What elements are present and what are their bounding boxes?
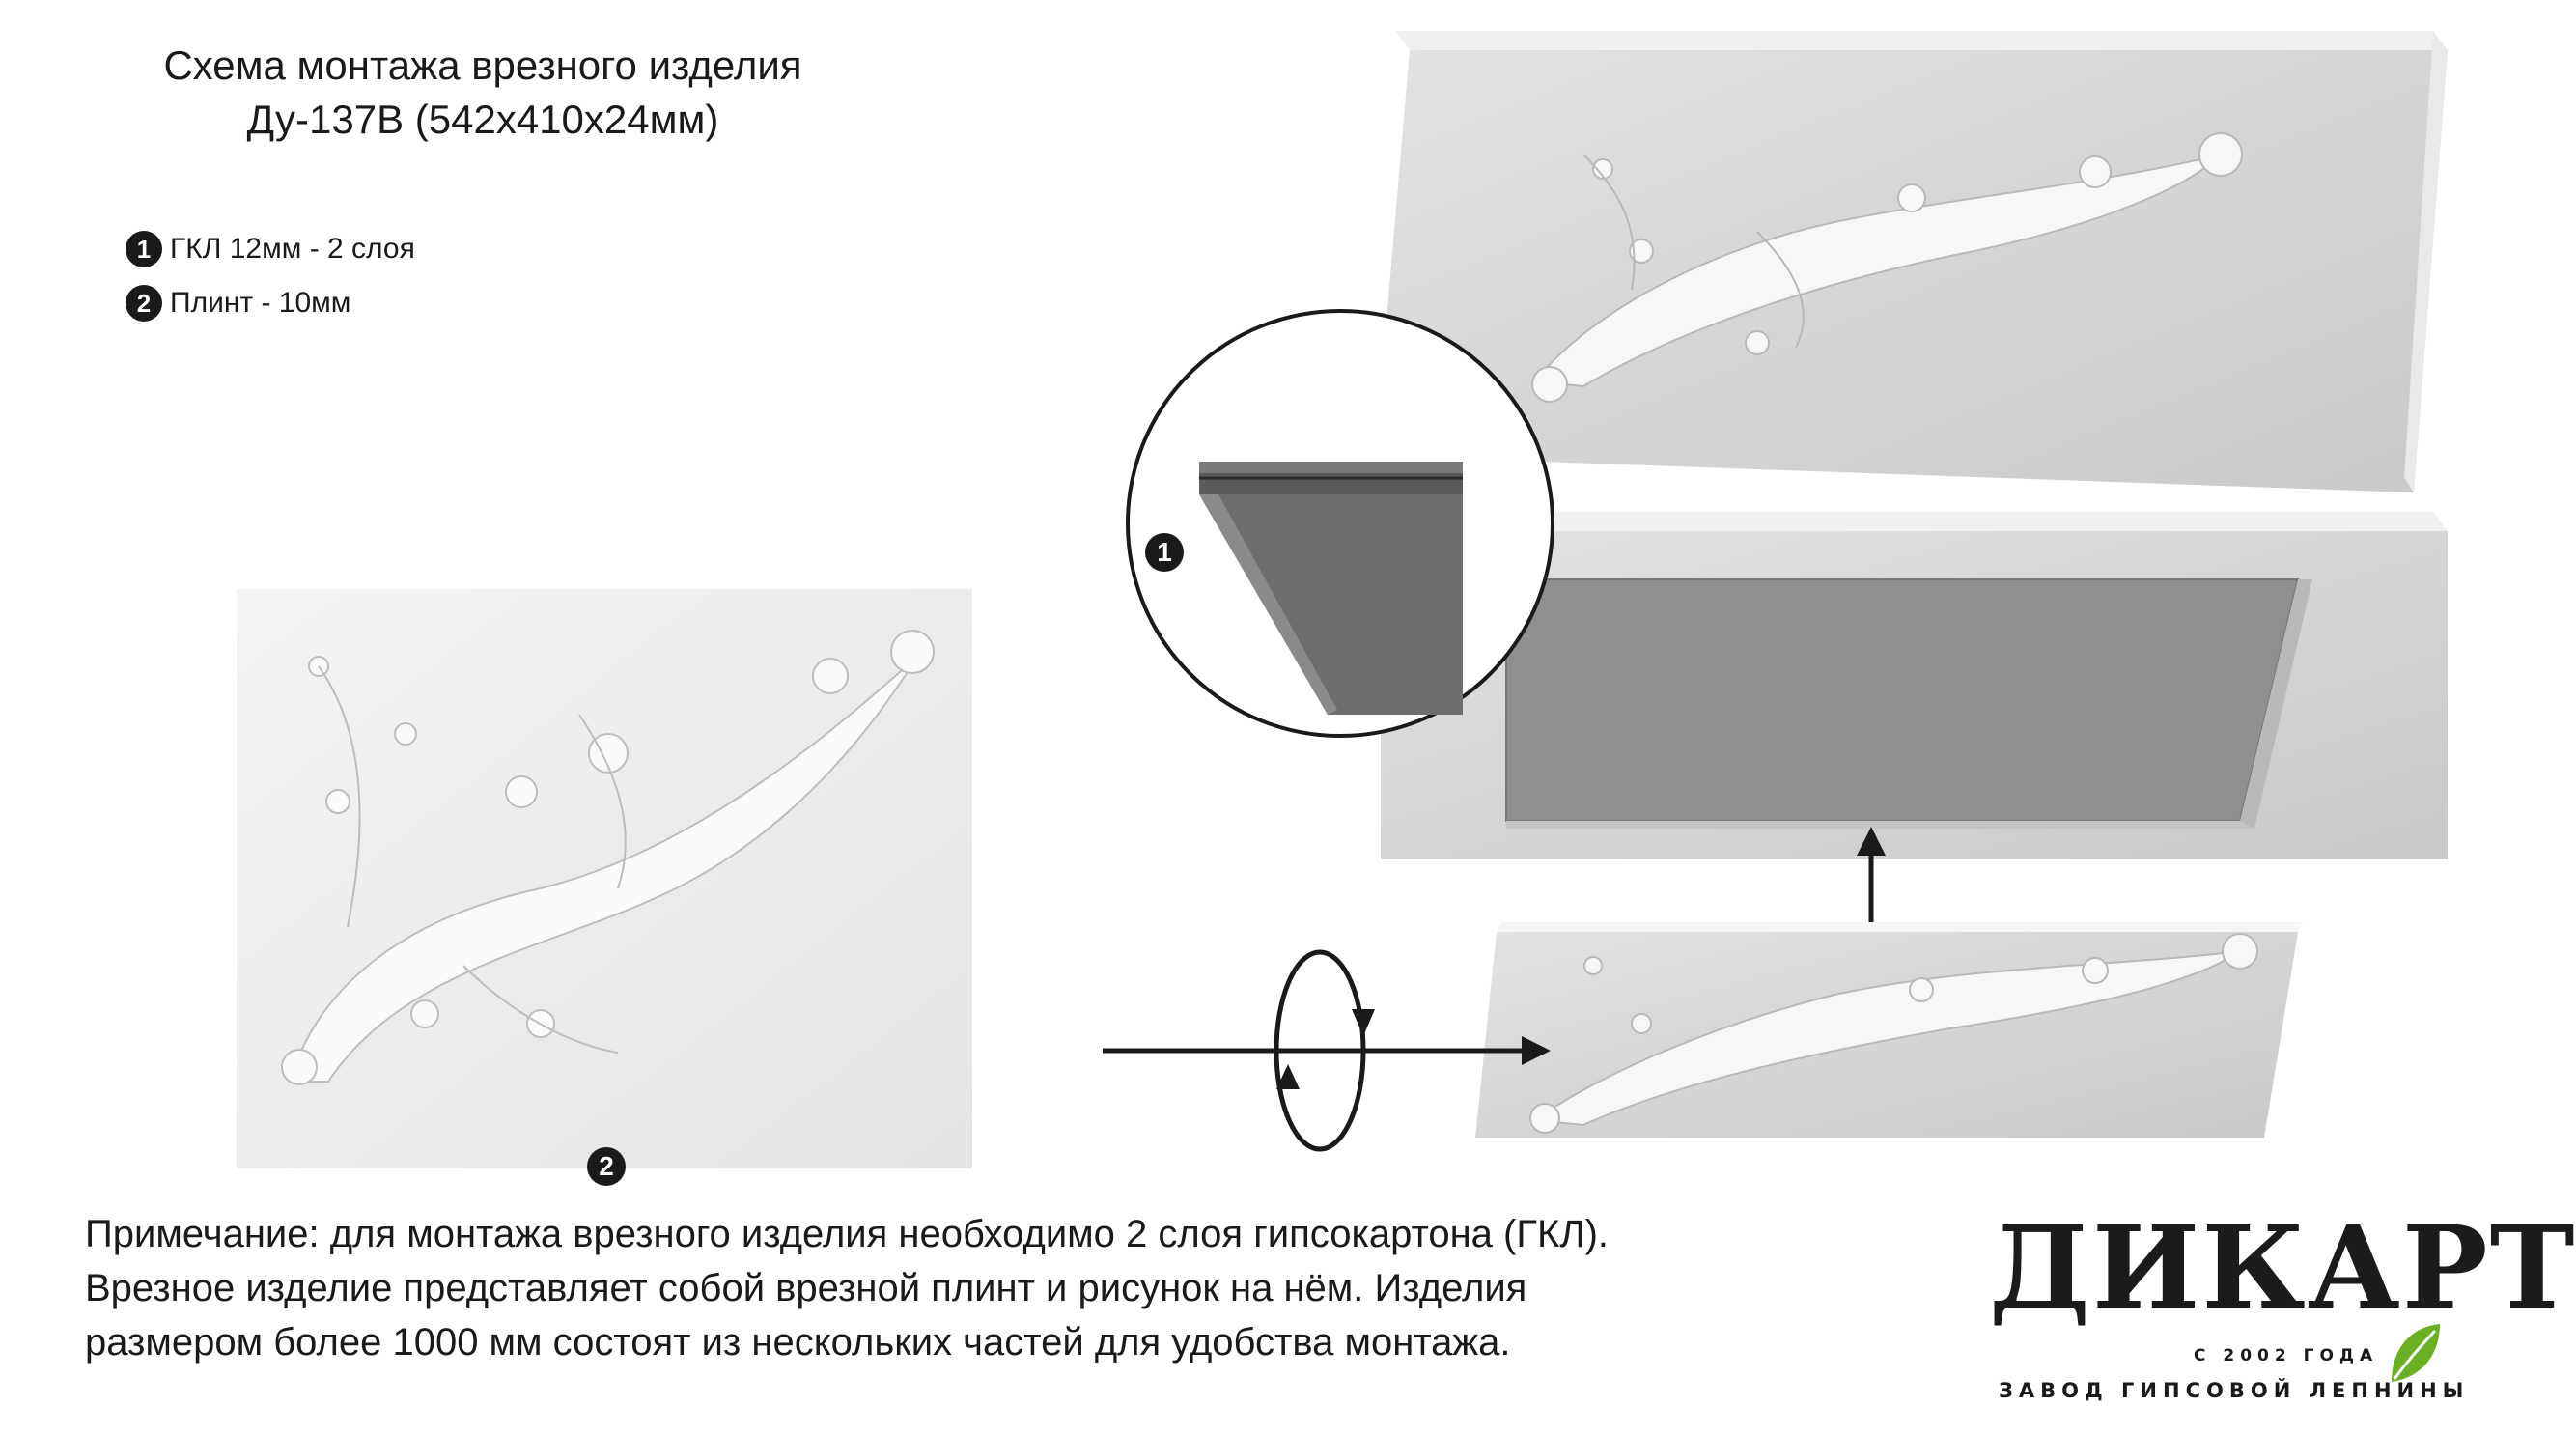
title-line-2: Ду-137В (542х410х24мм) <box>246 97 719 142</box>
leaf-icon <box>2387 1319 2445 1387</box>
note-line-3: размером более 1000 мм состоят из нескольких частей для удобства монтажа. <box>85 1321 1511 1364</box>
callout-product-2: 2 <box>587 1147 626 1186</box>
insert-product <box>1475 922 2303 1138</box>
detail-magnifier <box>1128 311 1553 736</box>
note-line-2: Врезное изделие представляет собой врезной плинт и рисунок на нём. Изделия <box>85 1267 1527 1309</box>
legend-number-1: 1 <box>126 231 162 267</box>
ceiling-panel-with-ornament <box>1375 31 2448 492</box>
legend-label-1: ГКЛ 12мм - 2 слоя <box>170 233 415 265</box>
legend-number-2: 2 <box>126 285 162 322</box>
logo-wordmark: ДИКАРТ <box>1989 1200 2576 1335</box>
callout-detail-1: 1 <box>1145 533 1184 572</box>
title-line-1: Схема монтажа врезного изделия <box>163 42 802 88</box>
logo-subtitle: ЗАВОД ГИПСОВОЙ ЛЕПНИНЫ <box>1999 1379 2470 1402</box>
product-preview <box>237 589 972 1168</box>
installation-note <box>85 1207 1948 1369</box>
note-line-1: Примечание: для монтажа врезного изделия необходимо 2 слоя гипсокартона (ГКЛ). <box>85 1213 1610 1255</box>
dikart-logo <box>1989 1200 2576 1408</box>
logo-since: С 2002 ГОДА <box>2194 1346 2379 1365</box>
legend-label-2: Плинт - 10мм <box>170 287 351 319</box>
